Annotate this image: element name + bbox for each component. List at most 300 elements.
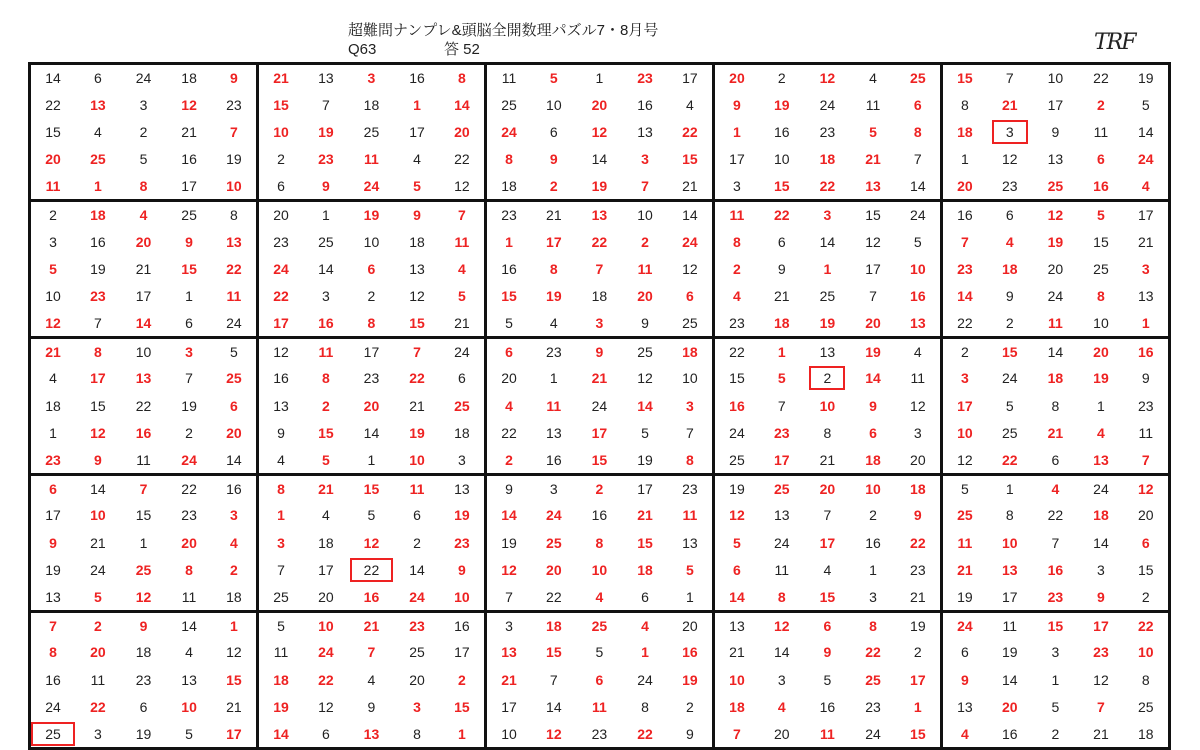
grid-cell: 17	[212, 721, 258, 748]
grid-cell: 11	[394, 474, 440, 501]
grid-cell: 5	[869, 123, 877, 140]
grid-cell: 24	[774, 534, 790, 551]
grid-cell: 10	[774, 151, 790, 168]
grid-cell: 5	[531, 64, 577, 91]
grid-cell: 10	[454, 588, 470, 605]
grid-cell: 6	[805, 611, 851, 638]
grid-cell: 3	[641, 151, 649, 168]
grid-cell: 18	[135, 644, 152, 661]
grid-row	[30, 502, 1170, 529]
grid-cell: 19	[941, 584, 987, 611]
grid-cell: 25	[409, 644, 425, 661]
grid-cell: 15	[1124, 557, 1170, 584]
grid-cell: 9	[457, 562, 466, 579]
grid-cell: 21	[1124, 228, 1170, 255]
grid-cell: 7	[440, 200, 486, 227]
grid-cell: 3	[1097, 562, 1105, 579]
grid-cell: 1	[367, 451, 376, 468]
grid-cell: 25	[226, 370, 242, 387]
grid-cell: 16	[394, 64, 440, 91]
grid-cell: 1	[987, 474, 1033, 501]
grid-cell: 19	[819, 314, 836, 331]
grid-cell: 18	[591, 288, 608, 305]
grid-cell: 7	[713, 721, 759, 748]
grid-cell: 9	[1005, 288, 1014, 305]
grid-cell: 5	[685, 562, 694, 579]
grid-cell: 16	[865, 534, 881, 551]
grid-cell: 8	[713, 228, 759, 255]
grid-cell: 10	[30, 283, 76, 310]
grid-row	[30, 693, 1170, 720]
grid-cell: 4	[713, 283, 759, 310]
grid-cell: 7	[869, 288, 877, 305]
grid-cell: 16	[485, 255, 531, 282]
grid-cell: 21	[1078, 721, 1124, 748]
grid-cell: 19	[1001, 644, 1018, 661]
grid-row	[30, 283, 1170, 310]
grid-cell: 12	[637, 370, 653, 387]
grid-cell: 5	[367, 507, 376, 524]
grid-cell: 25	[1124, 693, 1170, 720]
grid-cell: 4	[457, 260, 466, 277]
grid-cell: 6	[641, 588, 649, 605]
grid-cell: 19	[454, 507, 470, 524]
grid-cell: 7	[367, 644, 376, 661]
grid-cell: 20	[135, 233, 152, 250]
grid-cell: 19	[30, 557, 76, 584]
grid-cell: 12	[90, 425, 106, 442]
grid-cell: 23	[181, 507, 197, 524]
grid-cell: 15	[181, 260, 197, 277]
grid-cell: 16	[363, 588, 380, 605]
grid-cell: 15	[485, 283, 531, 310]
grid-cell: 22	[30, 91, 76, 118]
grid-cell: 10	[90, 507, 106, 524]
grid-cell: 2	[641, 233, 649, 250]
grid-cell: 23	[485, 200, 531, 227]
grid-cell: 7	[913, 151, 922, 168]
grid-cell: 5	[413, 178, 421, 194]
grid-cell: 18	[257, 666, 303, 693]
grid-cell: 4	[941, 721, 987, 748]
grid-cell: 2	[869, 507, 877, 524]
grid-cell: 12	[805, 64, 851, 91]
grid-cell: 21	[90, 534, 106, 551]
grid-cell: 16	[318, 314, 334, 331]
grid-cell: 19	[121, 721, 167, 748]
grid-cell: 12	[941, 447, 987, 474]
grid-cell	[805, 365, 851, 392]
grid-cell: 6	[941, 639, 987, 666]
grid-cell: 11	[805, 721, 851, 748]
grid-cell: 2	[913, 644, 922, 661]
grid-cell: 9	[1097, 588, 1105, 605]
grid-cell: 12	[318, 699, 334, 716]
grid-cell: 20	[941, 173, 987, 200]
grid-cell: 17	[318, 562, 334, 579]
grid-cell: 13	[546, 425, 562, 442]
grid-cell: 9	[668, 721, 714, 748]
grid-row	[30, 64, 1170, 91]
grid-cell: 11	[454, 233, 470, 250]
grid-cell: 22	[591, 233, 608, 250]
grid-row	[30, 529, 1170, 556]
grid-cell: 21	[774, 288, 790, 305]
grid-cell: 21	[713, 639, 759, 666]
grid-cell: 7	[777, 397, 786, 414]
grid-row	[30, 392, 1170, 419]
grid-cell: 18	[819, 151, 836, 168]
grid-cell: 18	[941, 118, 987, 145]
grid-cell: 22	[713, 337, 759, 364]
grid-cell: 9	[30, 529, 76, 556]
grid-cell: 13	[30, 584, 76, 611]
grid-cell: 11	[1093, 123, 1109, 140]
grid-cell: 12	[1093, 671, 1109, 688]
grid-cell: 5	[941, 474, 987, 501]
grid-cell: 4	[321, 507, 330, 524]
grid-cell: 23	[774, 425, 790, 442]
grid-cell: 7	[941, 228, 987, 255]
grid-cell: 10	[121, 337, 167, 364]
grid-cell: 16	[257, 365, 303, 392]
grid-cell: 9	[941, 666, 987, 693]
grid-cell: 21	[941, 557, 987, 584]
grid-cell: 17	[1047, 96, 1064, 113]
grid-cell: 14	[910, 178, 926, 194]
grid-cell: 13	[865, 178, 881, 194]
grid-cell: 21	[485, 666, 531, 693]
grid-cell: 24	[121, 64, 167, 91]
grid-cell: 10	[181, 699, 197, 716]
grid-cell: 15	[819, 588, 836, 605]
grid-cell: 17	[1124, 200, 1170, 227]
grid-cell: 11	[226, 288, 242, 305]
grid-cell: 20	[1078, 337, 1124, 364]
grid-cell: 3	[349, 64, 395, 91]
grid-cell: 10	[1124, 639, 1170, 666]
grid-cell: 24	[1078, 474, 1124, 501]
grid-cell: 12	[591, 123, 608, 140]
grid-cell: 23	[713, 310, 759, 337]
grid-cell: 4	[1124, 173, 1170, 200]
grid-cell: 21	[591, 370, 608, 387]
grid-cell: 2	[185, 425, 193, 442]
grid-cell: 22	[257, 283, 303, 310]
grid-cell: 3	[321, 288, 330, 305]
grid-cell: 22	[1047, 507, 1064, 524]
grid-cell: 22	[546, 588, 562, 605]
grid-cell: 16	[774, 123, 790, 140]
grid-cell: 4	[896, 337, 942, 364]
grid-cell: 20	[363, 397, 380, 414]
grid-cell: 7	[394, 337, 440, 364]
grid-cell: 16	[1124, 337, 1170, 364]
grid-cell: 24	[1047, 288, 1064, 305]
grid-cell: 3	[685, 397, 694, 414]
grid-cell: 18	[1093, 507, 1109, 524]
grid-cell: 21	[409, 397, 425, 414]
grid-cell: 16	[910, 288, 926, 305]
grid-cell: 21	[226, 699, 242, 716]
grid-cell: 2	[577, 474, 623, 501]
grid-cell: 11	[136, 451, 151, 468]
grid-cell: 2	[1033, 721, 1079, 748]
grid-cell: 17	[409, 123, 425, 140]
grid-cell: 17	[941, 392, 987, 419]
grid-cell: 12	[226, 644, 242, 661]
grid-cell: 15	[226, 671, 242, 688]
grid-cell: 1	[440, 721, 486, 748]
grid-cell: 25	[1047, 178, 1064, 194]
grid-cell: 3	[30, 228, 76, 255]
grid-cell: 7	[185, 370, 193, 387]
grid-cell: 16	[440, 611, 486, 638]
grid-cell: 17	[668, 64, 714, 91]
grid-cell: 24	[850, 721, 896, 748]
grid-cell: 20	[181, 534, 197, 551]
grid-cell: 25	[363, 123, 380, 140]
grid-row	[30, 337, 1170, 364]
grid-cell: 6	[75, 64, 121, 91]
grid-cell: 13	[805, 337, 851, 364]
grid-cell: 12	[910, 397, 926, 414]
grid-cell: 11	[90, 671, 106, 688]
grid-cell: 8	[1124, 666, 1170, 693]
grid-cell: 25	[257, 584, 303, 611]
grid-cell: 1	[257, 502, 303, 529]
grid-row	[30, 639, 1170, 666]
grid-cell: 23	[90, 288, 106, 305]
grid-cell: 2	[941, 337, 987, 364]
grid-cell: 6	[913, 96, 922, 113]
grid-cell: 23	[865, 699, 881, 716]
grid-cell: 7	[121, 474, 167, 501]
grid-cell: 18	[485, 173, 531, 200]
grid-cell: 6	[139, 699, 148, 716]
grid-cell: 9	[485, 474, 531, 501]
grid-cell: 19	[591, 178, 608, 194]
grid-cell: 23	[941, 255, 987, 282]
grid-cell: 20	[713, 64, 759, 91]
grid-cell: 12	[257, 337, 303, 364]
grid-cell: 18	[865, 451, 881, 468]
grid-cell: 15	[90, 397, 106, 414]
grid-cell: 3	[139, 96, 148, 113]
grid-row	[30, 721, 1170, 748]
answer-label: 答 52	[444, 41, 480, 58]
grid-cell: 17	[181, 178, 197, 194]
grid-cell: 5	[93, 588, 102, 605]
grid-cell: 5	[1124, 91, 1170, 118]
grid-cell: 8	[139, 178, 148, 194]
grid-cell: 8	[485, 146, 531, 173]
grid-cell: 15	[318, 425, 334, 442]
grid-cell: 23	[135, 671, 152, 688]
grid-cell: 19	[896, 611, 942, 638]
grid-cell: 6	[1051, 451, 1060, 468]
grid-cell: 10	[682, 370, 698, 387]
grid-cell: 13	[226, 233, 242, 250]
grid-cell: 2	[413, 534, 421, 551]
grid-cell: 17	[135, 288, 152, 305]
grid-cell: 23	[819, 123, 836, 140]
grid-cell: 10	[819, 397, 836, 414]
grid-cell: 6	[230, 397, 238, 414]
grid-cell: 6	[303, 721, 349, 748]
grid-cell: 17	[349, 337, 395, 364]
grid-cell: 5	[777, 370, 786, 387]
grid-cell: 17	[622, 474, 668, 501]
grid-cell: 4	[30, 365, 76, 392]
grid-cell: 4	[485, 392, 531, 419]
grid-cell: 13	[485, 639, 531, 666]
grid-row	[30, 118, 1170, 145]
grid-cell: 13	[577, 200, 623, 227]
grid-cell: 6	[485, 337, 531, 364]
grid-cell: 22	[622, 721, 668, 748]
grid-row	[30, 146, 1170, 173]
grid-cell: 23	[1093, 644, 1109, 661]
grid-cell: 11	[485, 64, 531, 91]
grid-cell: 22	[409, 370, 425, 387]
grid-cell: 22	[226, 260, 242, 277]
grid-cell: 16	[637, 96, 653, 113]
grid-cell: 5	[713, 529, 759, 556]
grid-cell: 21	[531, 200, 577, 227]
grid-cell: 6	[869, 425, 877, 442]
grid-cell: 8	[1005, 507, 1014, 524]
grid-cell: 9	[577, 337, 623, 364]
grid-row	[30, 611, 1170, 638]
grid-cell: 14	[713, 584, 759, 611]
grid-cell: 12	[181, 96, 197, 113]
grid-cell: 15	[896, 721, 942, 748]
grid-cell: 21	[303, 474, 349, 501]
grid-cell: 18	[637, 562, 653, 579]
grid-cell: 21	[910, 588, 926, 605]
grid-cell: 25	[90, 151, 106, 168]
grid-cell: 10	[850, 474, 896, 501]
grid-cell: 9	[777, 260, 786, 277]
grid-cell: 2	[367, 288, 376, 305]
grid-cell: 19	[1124, 64, 1170, 91]
grid-cell: 14	[363, 425, 380, 442]
puzzle-subtitle	[348, 41, 480, 59]
grid-cell: 8	[1097, 288, 1105, 305]
grid-cell: 14	[819, 233, 836, 250]
grid-cell: 11	[987, 611, 1033, 638]
grid-cell: 13	[257, 392, 303, 419]
grid-cell: 25	[622, 337, 668, 364]
grid-cell: 21	[1047, 425, 1064, 442]
grid-cell: 13	[135, 370, 152, 387]
grid-cell: 20	[546, 562, 562, 579]
grid-cell: 20	[759, 721, 805, 748]
grid-cell: 11	[682, 507, 698, 524]
grid-cell: 17	[1001, 588, 1018, 605]
grid-row	[30, 557, 1170, 584]
grid-cell: 16	[682, 644, 698, 661]
grid-cell: 23	[1047, 588, 1064, 605]
signature-mark: TRF	[1094, 30, 1135, 55]
grid-cell: 24	[637, 671, 653, 688]
grid-cell: 10	[713, 666, 759, 693]
grid-cell: 12	[865, 233, 881, 250]
grid-cell: 2	[75, 611, 121, 638]
grid-cell: 1	[30, 420, 76, 447]
grid-cell: 22	[819, 178, 836, 194]
grid-cell: 7	[1124, 447, 1170, 474]
grid-cell: 4	[185, 644, 193, 661]
grid-row	[30, 200, 1170, 227]
grid-cell: 16	[819, 699, 836, 716]
highlighted-cell-value: 2	[809, 366, 845, 390]
grid-cell: 12	[1124, 474, 1170, 501]
grid-cell: 4	[1005, 233, 1014, 250]
grid-cell: 12	[30, 310, 76, 337]
grid-cell: 1	[413, 96, 421, 113]
grid-cell: 18	[318, 534, 334, 551]
grid-cell: 17	[591, 425, 608, 442]
grid-cell: 17	[485, 693, 531, 720]
grid-cell: 3	[595, 314, 604, 331]
grid-cell: 11	[637, 260, 653, 277]
grid-cell: 11	[181, 588, 197, 605]
grid-cell: 16	[941, 200, 987, 227]
grid-cell: 14	[135, 314, 152, 331]
grid-cell: 6	[777, 233, 786, 250]
grid-cell: 20	[865, 314, 881, 331]
grid-cell: 18	[1001, 260, 1018, 277]
grid-cell: 4	[1033, 474, 1079, 501]
grid-cell: 6	[1124, 529, 1170, 556]
grid-cell: 22	[90, 699, 106, 716]
grid-cell: 2	[230, 562, 238, 579]
grid-cell: 16	[212, 474, 258, 501]
grid-row	[30, 173, 1170, 200]
grid-cell: 14	[75, 474, 121, 501]
grid-cell: 9	[212, 64, 258, 91]
grid-cell: 7	[93, 314, 102, 331]
grid-cell: 25	[1001, 425, 1018, 442]
grid-cell: 11	[774, 562, 790, 579]
grid-cell: 22	[1078, 64, 1124, 91]
grid-cell: 16	[987, 721, 1033, 748]
grid-cell: 6	[1097, 151, 1105, 168]
grid-cell: 21	[454, 314, 470, 331]
grid-cell: 14	[485, 502, 531, 529]
grid-cell: 17	[774, 451, 790, 468]
grid-cell: 15	[591, 451, 608, 468]
grid-cell: 15	[409, 314, 425, 331]
grid-cell: 2	[321, 397, 330, 414]
grid-cell: 22	[941, 310, 987, 337]
grid-row	[30, 420, 1170, 447]
grid-cell: 24	[896, 200, 942, 227]
grid-cell: 3	[1124, 255, 1170, 282]
grid-cell: 20	[805, 474, 851, 501]
grid-cell: 5	[1005, 397, 1014, 414]
grid-cell: 21	[349, 611, 395, 638]
grid-cell: 21	[1001, 96, 1018, 113]
grid-body	[30, 64, 1170, 749]
grid-cell: 19	[349, 200, 395, 227]
puzzle-title: 超難問ナンプレ&頭脳全開数理パズル7・8月号	[348, 22, 659, 39]
grid-cell: 14	[865, 370, 881, 387]
grid-cell: 12	[1001, 151, 1018, 168]
grid-cell: 5	[30, 255, 76, 282]
